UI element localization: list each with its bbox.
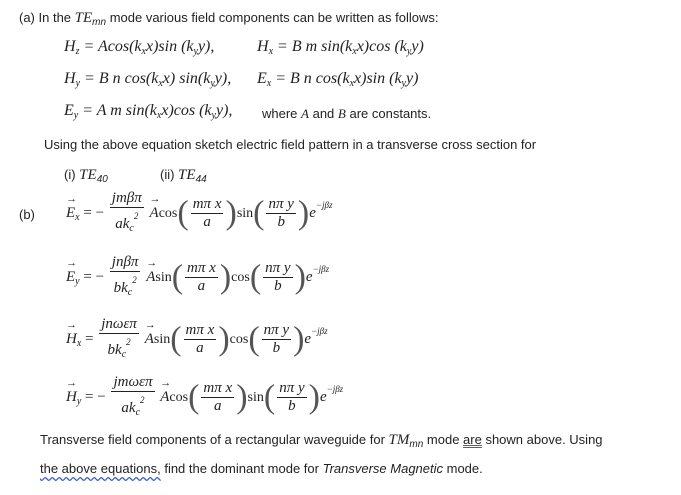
f3-exp-sup: −jβz xyxy=(311,325,328,336)
f2-fn1: sin xyxy=(155,269,172,285)
f2-fn2: cos xyxy=(231,269,250,285)
formula-ey: → $E_y$ = − $\frac{\text{jnβπ}}{bk_c^2}$ → Asin( $\frac{\text{mπ x}}{a}$ )cos( $\frac{\text{nπ y}}{b}$ )$e^{-j\beta z}$ xyxy=(66,254,329,301)
part-b-label: (b) xyxy=(19,207,35,222)
f4-amp: → A xyxy=(160,389,169,406)
f3-exp: e xyxy=(304,330,312,347)
f3-coefficient xyxy=(99,316,139,363)
hx-symbol: H xyxy=(257,38,269,55)
closing-1c: shown above. Using xyxy=(481,432,603,447)
f4-arg1-num: mπ x xyxy=(203,380,233,396)
item-te44 xyxy=(160,167,207,185)
f3-arg2-den: b xyxy=(272,340,281,356)
f2-den-sup: 2 xyxy=(132,275,137,285)
f2-lhs: → E xyxy=(66,269,75,286)
f2-num: jnβπ xyxy=(111,254,139,270)
item1-mode: TE xyxy=(79,167,97,183)
item1-sub: 40 xyxy=(96,174,108,185)
f3-fn1: sin xyxy=(153,331,171,347)
f2-arg2-den: b xyxy=(274,278,282,294)
f2-amp: → A xyxy=(146,269,155,286)
ey-rhs-1: = A m sin(k xyxy=(82,102,157,119)
f3-arg1-num: mπ x xyxy=(185,322,215,338)
f4-sub: y xyxy=(76,395,82,407)
f3-sub: x xyxy=(76,337,82,349)
hx-rhs-2: x)cos (k xyxy=(356,38,407,55)
hx-rhs-1: = B m sin(k xyxy=(277,38,353,55)
hz-sub: z xyxy=(75,46,80,57)
f4-exp: e xyxy=(319,388,327,405)
f2-den-sub: c xyxy=(127,287,133,298)
f3-num: jnωεπ xyxy=(101,316,137,332)
f1-fn2: sin xyxy=(236,205,254,221)
f2-den: bk xyxy=(113,280,128,296)
closing-1b: mode xyxy=(423,432,464,447)
closing-1a: Transverse field components of a rectangular waveguide for xyxy=(40,432,389,447)
ey-rhs-3: y), xyxy=(215,102,233,119)
ex-rhs-2: x)sin (k xyxy=(354,70,402,87)
f1-coefficient xyxy=(110,190,144,237)
f1-amp: → A xyxy=(150,205,159,222)
where-and: and xyxy=(308,106,338,121)
part-a-label: (a) xyxy=(19,10,35,25)
instruction-text: Using the above equation sketch electric field pattern in a transverse cross section for xyxy=(44,137,537,152)
ey-sub: y xyxy=(73,110,79,121)
ex-rhs-3: y) xyxy=(406,70,419,87)
f1-den: ak xyxy=(115,216,130,232)
f4-lhs: → H xyxy=(66,389,77,406)
hy-rhs-1: = B n cos(k xyxy=(84,70,159,87)
closing-2c: Transverse Magnetic xyxy=(322,461,444,476)
f4-arg2 xyxy=(277,380,306,415)
f3-arg1-den: a xyxy=(196,340,204,356)
f1-num: jmβπ xyxy=(111,190,142,206)
intro-after: mode various field components can be written as follows: xyxy=(106,10,439,25)
f2-arg2 xyxy=(263,260,292,295)
f3-amp: → A xyxy=(145,331,154,348)
f1-fn1: cos xyxy=(158,205,178,221)
f4-arg1-den: a xyxy=(214,398,222,414)
f4-arg1 xyxy=(201,380,234,415)
f4-sign: = − xyxy=(85,388,106,405)
f4-den-sup: 2 xyxy=(140,395,145,405)
f4-coefficient xyxy=(111,374,154,421)
f2-exp: e xyxy=(305,268,313,285)
hx-rhs-3: y) xyxy=(411,38,424,55)
f3-den-sub: c xyxy=(121,349,127,360)
hy-rhs-2: x) sin(k xyxy=(162,70,211,87)
f1-arg1-den: a xyxy=(203,214,211,230)
equation-ex: $E_x = B$ n $\cos(k_xx)\sin$ $(k_yy)$ xyxy=(257,70,419,89)
f4-num: jmωεπ xyxy=(113,374,153,390)
f3-den-sup: 2 xyxy=(126,337,131,347)
f1-arg1 xyxy=(191,196,224,231)
f1-exp: e xyxy=(309,204,316,221)
item-te40 xyxy=(64,167,108,185)
f4-den: ak xyxy=(121,400,136,416)
closing-2b: find the dominant mode for xyxy=(160,461,323,476)
hy-symbol: H xyxy=(64,70,76,87)
f1-arg1-num: mπ x xyxy=(192,196,222,212)
f3-arg1 xyxy=(184,322,217,357)
hz-rhs-3: y), xyxy=(197,38,215,55)
f2-coefficient xyxy=(110,254,141,301)
part-a-intro xyxy=(19,10,438,28)
f1-den-sub: c xyxy=(129,223,134,234)
closing-are: are xyxy=(463,432,482,447)
f4-arg2-den: b xyxy=(288,398,296,414)
intro-before: In the xyxy=(38,10,75,25)
item2-label: (ii) xyxy=(160,167,179,182)
constants-note xyxy=(262,106,431,122)
ey-rhs-2: x)cos (k xyxy=(161,102,212,119)
where-text: where xyxy=(262,106,302,121)
f3-arg2 xyxy=(262,322,291,357)
hz-rhs-1: = Acos(k xyxy=(83,38,142,55)
f1-sign: = − xyxy=(83,204,105,221)
f4-den-sub: c xyxy=(135,407,141,418)
f2-arg2-num: nπ y xyxy=(265,260,291,276)
f2-sign: = − xyxy=(83,268,105,285)
formula-hy: → $H_y$ = − $\frac{\text{jmωεπ}}{ak_c^2}$ → Acos( $\frac{\text{mπ x}}{a}$ )sin( $\frac{\text{nπ y}}{b}$ )$e^{-j\beta z}$ xyxy=(66,374,343,421)
f1-den-sup: 2 xyxy=(133,211,139,221)
item2-mode: TE xyxy=(178,167,196,183)
closing-mode: TM xyxy=(388,432,410,448)
item2-sub: 44 xyxy=(195,174,207,185)
f3-arg2-num: nπ y xyxy=(263,322,290,338)
intro-mode: TE xyxy=(74,10,93,26)
f1-arg2 xyxy=(266,196,295,231)
f3-lhs: → H xyxy=(66,331,77,348)
f2-arg1-den: a xyxy=(197,278,206,294)
f2-sub: y xyxy=(75,275,80,287)
formula-ex: → $E_x$ = − $\frac{\text{jmβπ}}{ak_c^2}$ → Acos( $\frac{\text{mπ x}}{a}$ )sin( $\frac{\text{nπ y}}{b}$ )$e^{-j\beta z}$ xyxy=(66,190,332,237)
ey-symbol: E xyxy=(64,102,74,119)
f1-sub: x xyxy=(75,211,80,223)
hy-rhs-3: y), xyxy=(214,70,232,87)
f4-exp-sup: −jβz xyxy=(326,383,344,394)
f1-arg2-num: nπ y xyxy=(268,196,294,212)
ex-symbol: E xyxy=(257,70,267,87)
closing-2d: mode. xyxy=(443,461,483,476)
item1-label: (i) xyxy=(64,167,80,182)
f3-sign: = xyxy=(85,330,94,347)
where-a: A xyxy=(301,106,309,121)
f2-arg1 xyxy=(185,260,218,295)
hz-rhs-2: x)sin (k xyxy=(145,38,194,55)
ex-sub: x xyxy=(266,78,272,89)
ex-rhs-1: = B n cos(k xyxy=(275,70,350,87)
closing-line-1 xyxy=(40,432,603,450)
f1-arg2-den: b xyxy=(277,214,285,230)
f1-exp-sup: −jβz xyxy=(315,199,333,210)
intro-mode-sub: mn xyxy=(92,17,107,28)
equation-hx: $H_x = B$ m $\sin(k_xx)\cos$ $(k_yy)$ xyxy=(257,38,424,57)
equation-hy: $H_y = B$ n $\cos(k_xx)$ $\sin(k_yy)$, xyxy=(64,70,232,89)
f4-fn2: sin xyxy=(247,389,264,405)
f1-lhs: → E xyxy=(66,205,75,222)
hy-sub: y xyxy=(75,78,81,89)
f3-fn2: cos xyxy=(229,331,249,347)
f2-exp-sup: −jβz xyxy=(312,263,330,274)
closing-2a: the above equations, xyxy=(40,461,161,476)
where-b: B xyxy=(337,106,346,121)
closing-mode-sub: mn xyxy=(409,439,424,450)
where-end: are constants. xyxy=(345,106,432,121)
hz-symbol: H xyxy=(64,38,76,55)
equation-ey: $E_y = A$ m $\sin(k_xx)\cos$ $(k_yy)$, xyxy=(64,102,233,121)
f3-den: bk xyxy=(107,342,122,358)
closing-line-2 xyxy=(40,461,483,476)
f4-arg2-num: nπ y xyxy=(279,380,305,396)
f4-fn1: cos xyxy=(169,389,189,405)
hx-sub: x xyxy=(268,46,274,57)
f2-arg1-num: mπ x xyxy=(187,260,216,276)
formula-hx: → $H_x$ = $\frac{\text{jnωεπ}}{bk_c^2}$ → Asin( $\frac{\text{mπ x}}{a}$ )cos( $\frac{\text{nπ y}}{b}$ )$e^{-j\beta z}$ xyxy=(66,316,328,363)
equation-hz: $H_z = Acos(k_xx)\sin$ $(k_yy)$, xyxy=(64,38,215,57)
